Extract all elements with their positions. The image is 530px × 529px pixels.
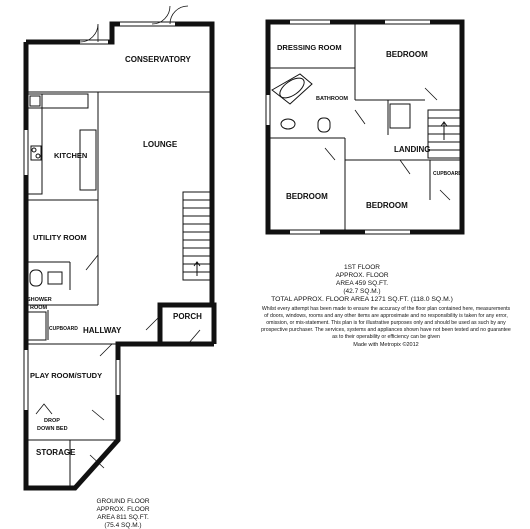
ground-area-line-2: APPROX. FLOOR [96, 506, 150, 513]
cupboard-ground-label: CUPBOARD [49, 326, 78, 332]
ground-area-line-4: (75.4 SQ.M.) [104, 522, 142, 529]
dressing-room-label: DRESSING ROOM [277, 43, 342, 52]
first-area-line-3: AREA 459 SQ.FT. [335, 280, 389, 287]
shower-room-label-2: ROOM [30, 305, 48, 311]
total-area: TOTAL APPROX. FLOOR AREA 1271 SQ.FT. (118.0 SQ.M.) [271, 296, 453, 303]
ground-area-line-3: AREA 811 SQ.FT. [97, 514, 149, 521]
drop-down-bed-label-2: DOWN BED [37, 426, 68, 432]
porch-label: PORCH [173, 312, 202, 321]
bedroom-right-label: BEDROOM [366, 201, 408, 210]
cupboard-first-label: CUPBOARD [433, 171, 462, 177]
ground-stairs [183, 192, 211, 280]
utility-room-label: UTILITY ROOM [33, 233, 87, 242]
bathroom-label: BATHROOM [316, 96, 348, 102]
ground-area-line-1: GROUND FLOOR [96, 498, 150, 505]
bedroom-left-label: BEDROOM [286, 192, 328, 201]
hallway-label: HALLWAY [83, 326, 122, 335]
landing-label: LANDING [394, 145, 431, 154]
first-floor-area [335, 264, 388, 295]
disclaimer-line-2: of doors, windows, rooms and any other items are approximate and no responsibility is taken for any error, [264, 313, 508, 319]
first-stairs [428, 110, 460, 158]
first-area-line-2: APPROX. FLOOR [335, 272, 389, 279]
ground-floor-area [96, 498, 149, 529]
disclaimer-block [261, 296, 511, 348]
disclaimer-line-3: omission, or mis-statement. This plan is for illustrative purposes only and should be used as such by any [266, 320, 506, 326]
storage-label: STORAGE [36, 448, 76, 457]
credit-text: Made with Metropix ©2012 [353, 342, 419, 348]
disclaimer-line-5: as to their operability or efficiency can be given [332, 334, 440, 340]
conservatory-label: CONSERVATORY [125, 55, 191, 64]
shower-room-label-1: SHOWER [27, 297, 52, 303]
disclaimer-line-4: prospective purchaser. The services, systems and appliances shown have not been tested and no guarantee [261, 327, 511, 333]
first-area-line-1: 1ST FLOOR [343, 264, 381, 271]
ground-floor-plan [26, 6, 214, 488]
lounge-label: LOUNGE [143, 140, 178, 149]
disclaimer-line-1: Whilst every attempt has been made to ensure the accuracy of the floor plan contained here, measurements [261, 306, 511, 312]
first-area-line-4: (42.7 SQ.M.) [343, 288, 381, 295]
play-room-label: PLAY ROOM/STUDY [30, 371, 103, 380]
drop-down-bed-label-1: DROP [44, 418, 60, 424]
bedroom-top-label: BEDROOM [386, 50, 428, 59]
kitchen-label: KITCHEN [54, 151, 88, 160]
